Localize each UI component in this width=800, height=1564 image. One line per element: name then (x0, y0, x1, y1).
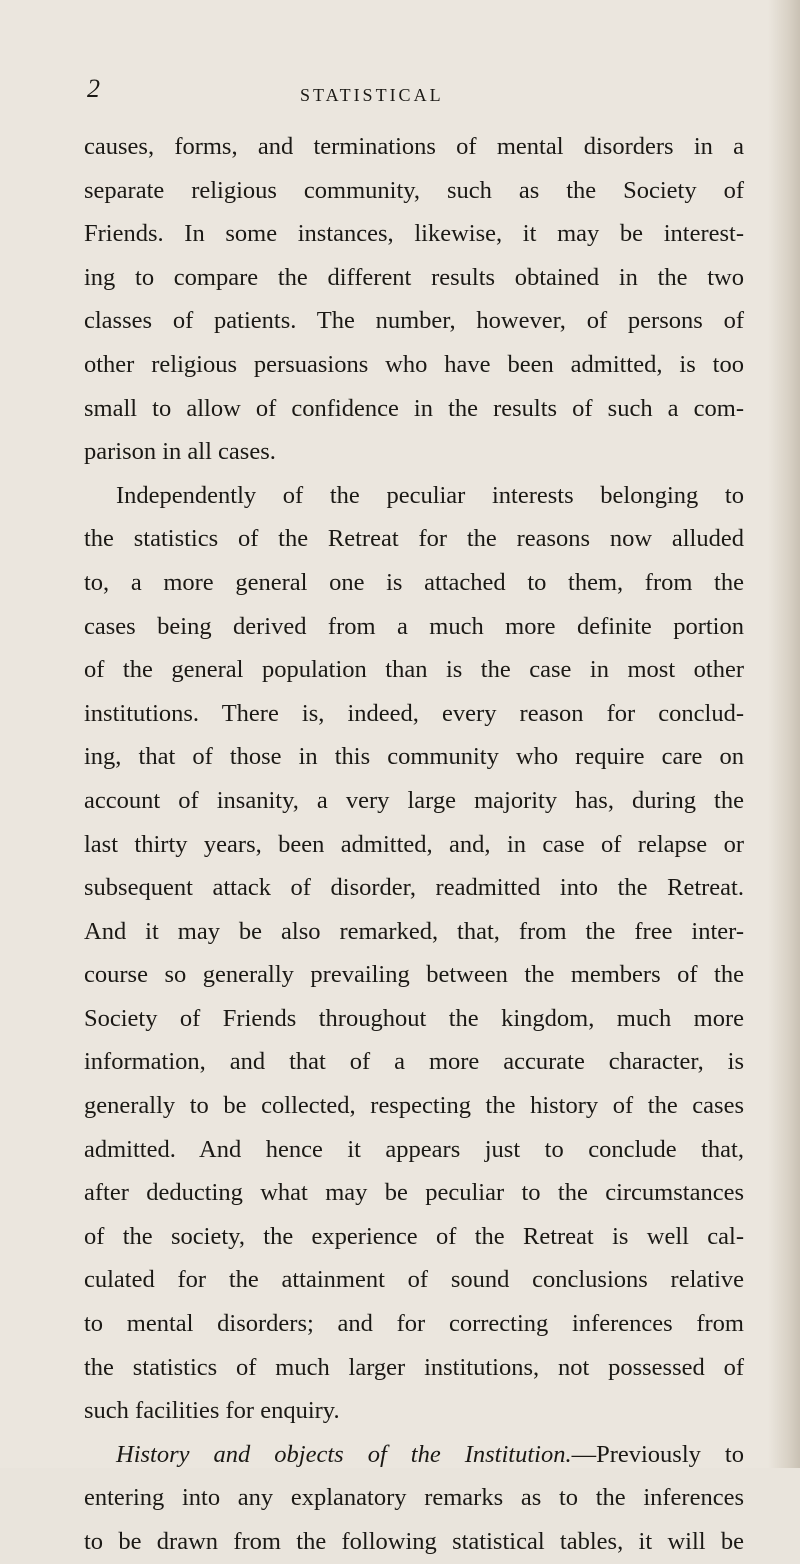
text-line: of the general population than is the case in most other (84, 656, 744, 684)
text-line: such facilities for enquiry. (84, 1397, 340, 1425)
text-line: of the society, the experience of the Retreat is well cal- (84, 1222, 744, 1250)
page-number: 2 (87, 74, 100, 103)
text-line: culated for the attainment of sound conclusions relative (84, 1266, 744, 1294)
text-line: generally to be collected, respecting the history of the cases (84, 1092, 744, 1120)
text-line: after deducting what may be peculiar to the circumstances (84, 1179, 744, 1207)
text-line: admitted. And hence it appears just to conclude that, (84, 1135, 744, 1163)
text-line: institutions. There is, indeed, every reason for conclud- (84, 699, 744, 727)
text-line: information, and that of a more accurate character, is (84, 1048, 744, 1076)
text-line: to mental disorders; and for correcting inferences from (84, 1310, 744, 1338)
text-line: ing to compare the different results obtained in the two (84, 263, 744, 291)
text-line: the statistics of much larger institutions, not possessed of (84, 1353, 744, 1381)
section-heading-line (84, 1433, 744, 1477)
text-line: subsequent attack of disorder, readmitted into the Retreat. (84, 874, 744, 902)
text-line: to, a more general one is attached to them, from the (84, 568, 744, 596)
text-line: account of insanity, a very large majority has, during the (84, 786, 744, 814)
running-head: STATISTICAL (300, 85, 444, 105)
text-line: last thirty years, been admitted, and, in case of relapse or (84, 830, 744, 858)
section-heading: History and objects of the Institution. (116, 1440, 572, 1468)
text-line: small to allow of confidence in the results of such a com- (84, 394, 744, 422)
text-line: other religious persuasions who have been admitted, is too (84, 350, 744, 378)
text-line: course so generally prevailing between the members of the (84, 961, 744, 989)
text-line: to be drawn from the following statistical tables, it will be (84, 1528, 744, 1555)
page-header (0, 76, 800, 116)
text-line: the statistics of the Retreat for the reasons now alluded (84, 525, 744, 553)
text-line: entering into any explanatory remarks as to the inferences (84, 1484, 744, 1512)
text-line: classes of patients. The number, however, of persons of (84, 307, 744, 335)
text-line: Friends. In some instances, likewise, it may be interest- (84, 220, 744, 248)
section-heading-continuation: —Previously to (571, 1440, 744, 1468)
text-line: parison in all cases. (84, 438, 276, 466)
text-line: cases being derived from a much more definite portion (84, 612, 744, 640)
body-text (84, 125, 744, 1564)
text-line: And it may be also remarked, that, from the free inter- (84, 917, 744, 945)
text-line: Independently of the peculiar interests belonging to (116, 481, 744, 509)
text-line: causes, forms, and terminations of mental disorders in a (84, 133, 744, 160)
text-line: Society of Friends throughout the kingdom, much more (84, 1004, 744, 1032)
text-line: separate religious community, such as the Society of (84, 176, 744, 204)
text-line: ing, that of those in this community who require care on (84, 743, 744, 771)
